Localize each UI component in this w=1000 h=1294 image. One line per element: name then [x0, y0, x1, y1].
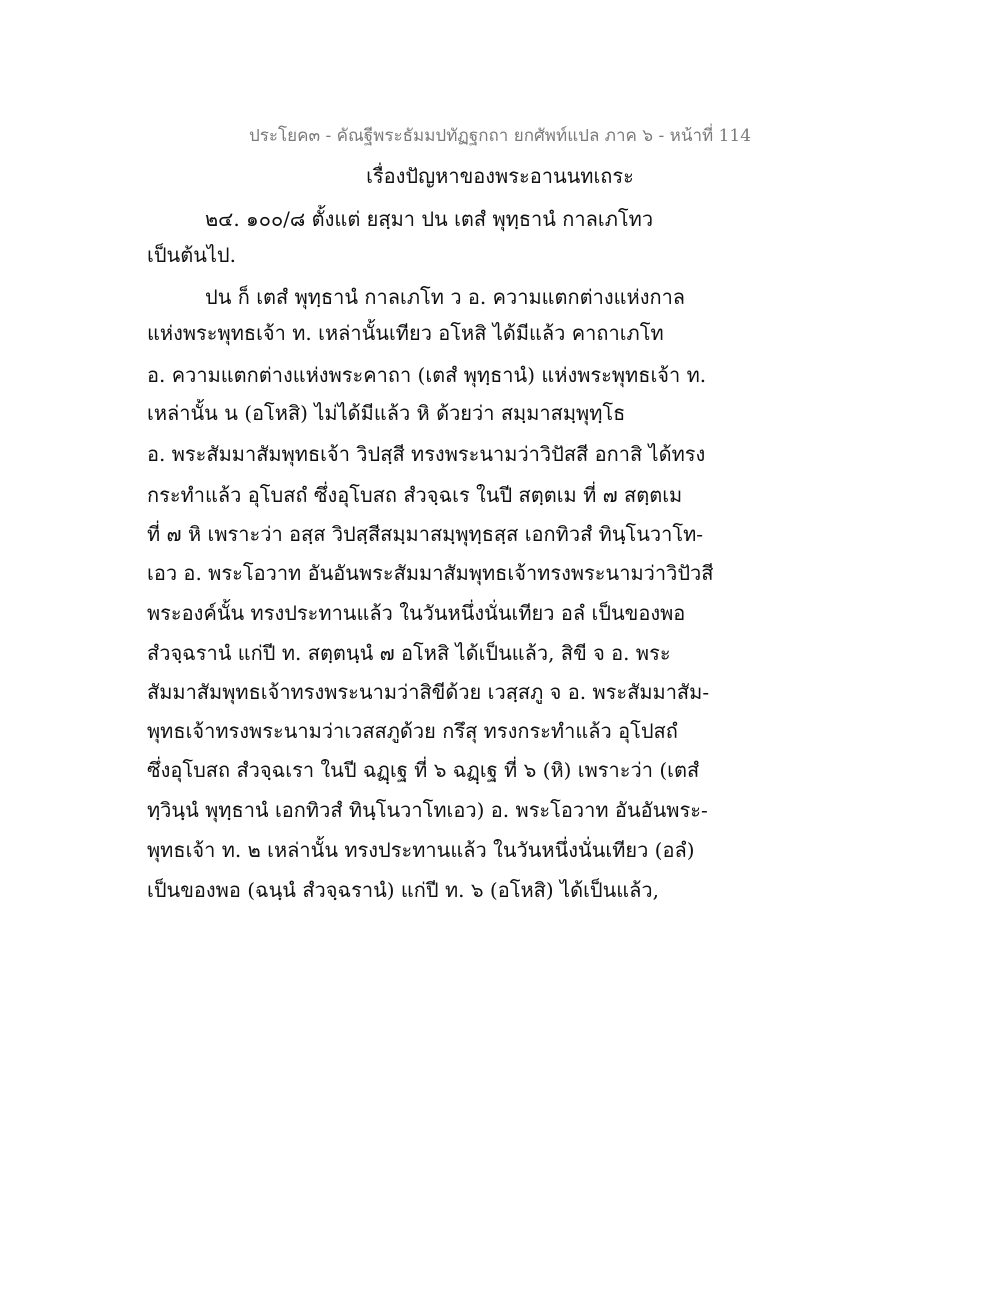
text-line: ซึ่งอุโบสถ สํวจฺฉเรา ในปี ฉฏฺเฐ ที่ ๖ ฉฏฺเฐ ที่ ๖ (หิ) เพราะว่า (เตสํ: [147, 758, 700, 782]
text-line: สัมมาสัมพุทธเจ้าทรงพระนามว่าสิขีด้วย เวสฺสภู จ อ. พระสัมมาสัม-: [147, 680, 710, 704]
text-line: ๒๔. ๑๐๐/๘ ตั้งแต่ ยสฺมา ปน เตสํ พุทฺธานํ กาลเภโทว: [205, 207, 654, 231]
text-line: พระองค์นั้น ทรงประทานแล้ว ในวันหนึ่งนั่นเทียว อลํ เป็นของพอ: [147, 601, 686, 625]
text-line: กระทำแล้ว อุโบสถํ ซึ่งอุโบสถ สํวจฺฉเร ในปี สตฺตเม ที่ ๗ สตฺตเม: [147, 483, 683, 507]
text-line: อ. ความแตกต่างแห่งพระคาถา (เตสํ พุทฺธานํ) แห่งพระพุทธเจ้า ท.: [147, 363, 707, 387]
text-line: แห่งพระพุทธเจ้า ท. เหล่านั้นเทียว อโหสิ ได้มีแล้ว คาถาเภโท: [147, 321, 664, 345]
text-line: ที่ ๗ หิ เพราะว่า อสฺส วิปสฺสีสมฺมาสมฺพุทฺธสฺส เอกทิวสํ ทินฺโนวาโท-: [147, 522, 704, 546]
text-line: เป็นของพอ (ฉนฺนํ สํวจฺฉรานํ) แก่ปี ท. ๖ (อโหสิ) ได้เป็นแล้ว,: [147, 878, 660, 902]
text-line: อ. พระสัมมาสัมพุทธเจ้า วิปสฺสี ทรงพระนามว่าวิปัสสี อกาสิ ได้ทรง: [147, 442, 706, 466]
text-line: พุทธเจ้า ท. ๒ เหล่านั้น ทรงประทานแล้ว ในวันหนึ่งนั่นเทียว (อลํ): [147, 838, 695, 862]
text-line: ปน ก็ เตสํ พุทฺธานํ กาลเภโท ว อ. ความแตกต่างแห่งกาล: [205, 285, 686, 309]
text-line: ทฺวินฺนํ พุทฺธานํ เอกทิวสํ ทินฺโนวาโทเอว) อ. พระโอวาท อันอันพระ-: [147, 798, 708, 822]
text-line: เป็นต้นไป.: [147, 243, 236, 267]
page-header: ประโยค๓ - คัณฐีพระธัมมปทัฏฐกถา ยกศัพท์แปล ภาค ๖ - หน้าที่ 114: [248, 126, 752, 146]
text-line: พุทธเจ้าทรงพระนามว่าเวสสภูด้วย กรึสุ ทรงกระทำแล้ว อุโปสถํ: [147, 719, 678, 743]
text-line: เหล่านั้น น (อโหสิ) ไม่ได้มีแล้ว หิ ด้วยว่า สมฺมาสมฺพุทฺโธ: [147, 401, 626, 425]
text-line: สํวจฺฉรานํ แก่ปี ท. สตฺตนฺนํ ๗ อโหสิ ได้เป็นแล้ว, สิขี จ อ. พระ: [147, 641, 671, 665]
text-line: เอว อ. พระโอวาท อันอันพระสัมมาสัมพุทธเจ้าทรงพระนามว่าวิปัวสี: [147, 561, 714, 585]
story-title: เรื่องปัญหาของพระอานนทเถระ: [366, 164, 634, 188]
